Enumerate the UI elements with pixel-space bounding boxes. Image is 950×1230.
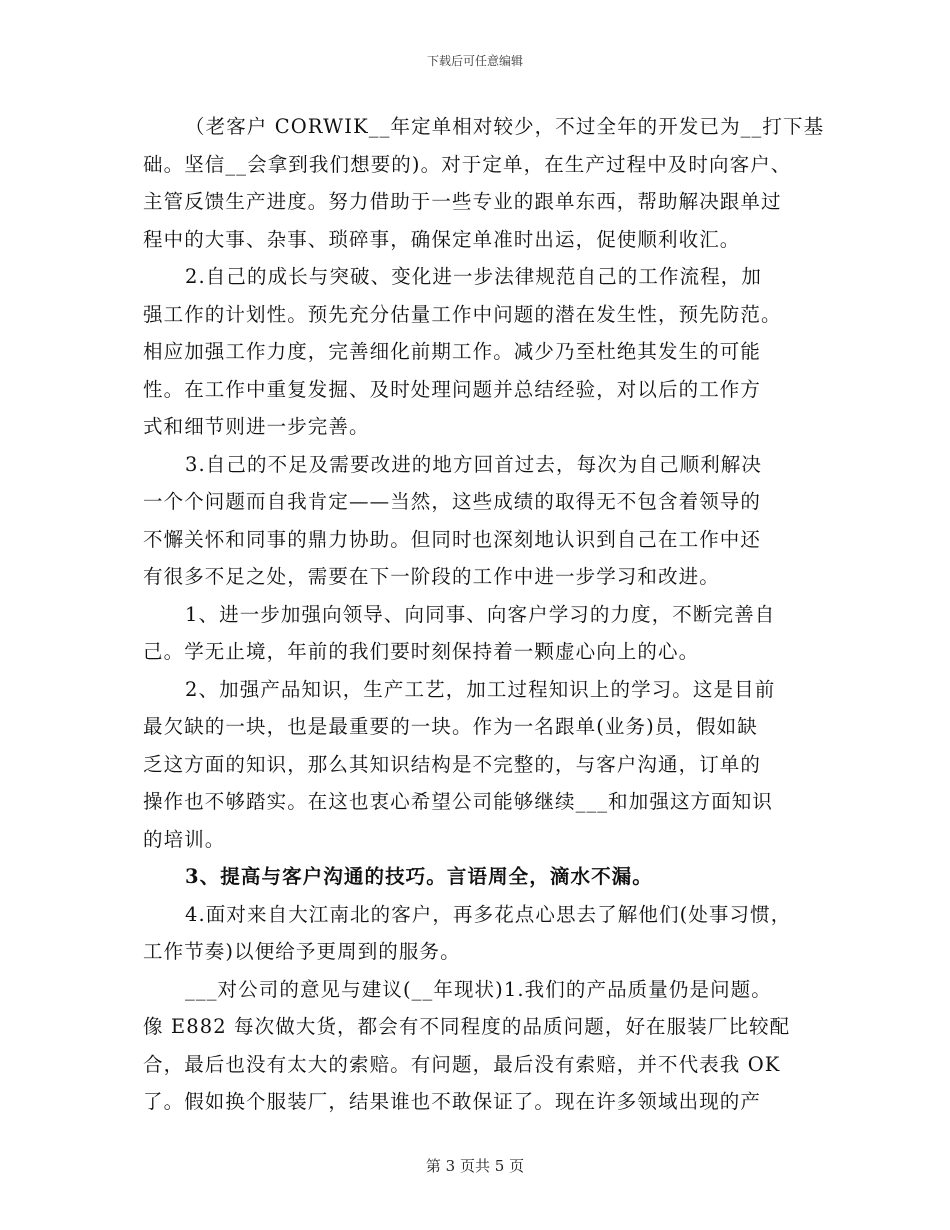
text-line: 式和细节则进一步完善。 [143, 415, 370, 438]
document-body [143, 108, 823, 1121]
bold-text-line: 3、提高与客户沟通的技巧。言语周全，滴水不漏。 [185, 865, 653, 888]
text-line: 己。学无止境，年前的我们要时刻保持着一颗虚心向上的心。 [143, 640, 700, 663]
text-line: 强工作的计划性。预先充分估量工作中问题的潜在发生性，预先防范。 [143, 302, 782, 326]
text-line: 的培训。 [143, 827, 226, 851]
text-line: 3.自己的不足及需要改进的地方回首过去，每次为自己顺利解决 [185, 452, 763, 476]
text-line: 础。坚信__会拿到我们想要的)。对于定单，在生产过程中及时向客户、 [143, 152, 792, 176]
text-line: ___对公司的意见与建议(__年现状)1.我们的产品质量仍是问题。 [185, 977, 772, 1001]
text-line: 4.面对来自大江南北的客户，再多花点心思去了解他们(处事习惯， [185, 902, 792, 926]
text-line: 像 E882 每次做大货，都会有不同程度的品质问题，好在服装厂比较配 [143, 1015, 791, 1038]
text-line: 一个个问题而自我肯定——当然，这些成绩的取得无不包含着领导的 [143, 490, 762, 513]
text-line: 2、加强产品知识，生产工艺，加工过程知识上的学习。这是目前 [185, 677, 776, 701]
text-line: 了。假如换个服装厂，结果谁也不敢保证了。现在许多领域出现的产 [143, 1090, 762, 1113]
text-line: 主管反馈生产进度。努力借助于一些专业的跟单东西，帮助解决跟单过 [143, 190, 782, 213]
text-line: 1、进一步加强向领导、向同事、向客户学习的力度，不断完善自 [185, 602, 776, 626]
text-line: （老客户 CORWIK__年定单相对较少，不过全年的开发已为__打下基 [185, 115, 825, 138]
text-line: 相应加强工作力度，完善细化前期工作。减少乃至杜绝其发生的可能 [143, 340, 762, 363]
page-footer: 第 3 页共 5 页 [425, 1157, 525, 1175]
text-line: 不懈关怀和同事的鼎力协助。但同时也深刻地认识到自己在工作中还 [143, 527, 762, 551]
text-line: 性。在工作中重复发掘、及时处理问题并总结经验，对以后的工作方 [143, 377, 762, 401]
text-line: 有很多不足之处，需要在下一阶段的工作中进一步学习和改进。 [143, 565, 720, 588]
text-line: 最欠缺的一块，也是最重要的一块。作为一名跟单(业务)员，假如缺 [143, 715, 758, 738]
text-line: 2.自己的成长与突破、变化进一步法律规范自己的工作流程，加 [185, 265, 763, 288]
text-line: 工作节奏)以便给予更周到的服务。 [143, 940, 461, 963]
text-line: 操作也不够踏实。在这也衷心希望公司能够继续___和加强这方面知识 [143, 790, 773, 813]
page-header: 下载后可任意编辑 [426, 54, 523, 68]
text-line: 乏这方面的知识，那么其知识结构是不完整的，与客户沟通，订单的 [143, 752, 762, 776]
text-line: 程中的大事、杂事、琐碎事，确保定单准时出运，促使顺利收汇。 [143, 227, 741, 251]
text-line: 合，最后也没有太大的索赔。有问题，最后没有索赔，并不代表我 OK [143, 1052, 781, 1076]
